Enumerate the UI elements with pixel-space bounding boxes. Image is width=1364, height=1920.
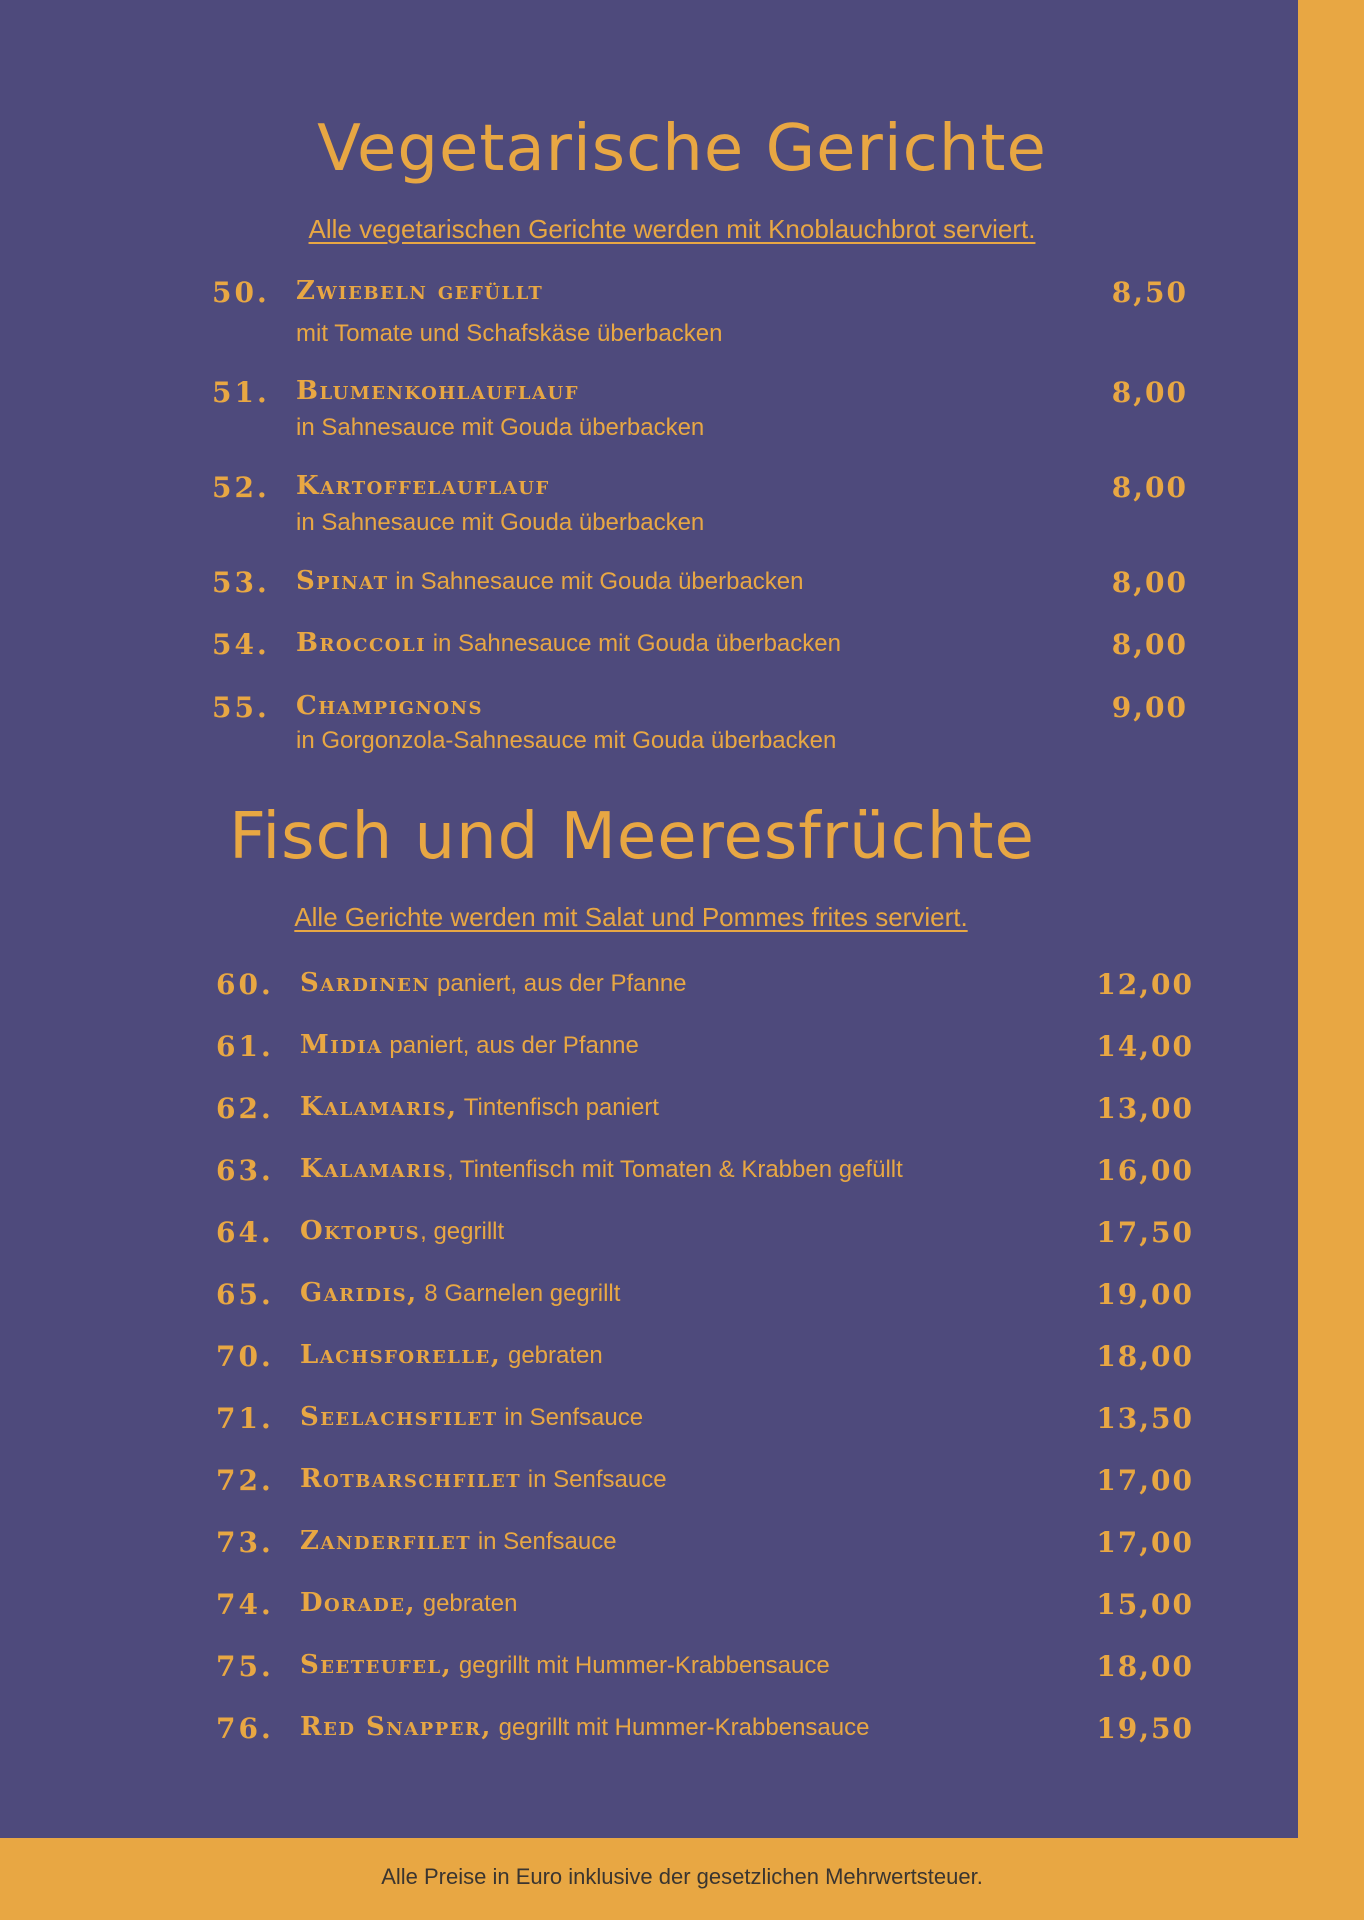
item-description: in Sahnesauce mit Gouda überbacken <box>296 414 705 441</box>
item-name: Kartoffelauflauf <box>296 471 550 501</box>
item-number: 76. <box>216 1712 274 1745</box>
item-inline-description: in Sahnesauce mit Gouda überbacken <box>426 630 841 657</box>
item-price: 13,00 <box>1096 1092 1194 1125</box>
item-name: Red Snapper, gegrillt mit Hummer-Krabbensauce <box>300 1712 870 1742</box>
item-number: 75. <box>216 1650 274 1683</box>
item-inline-description: gegrillt mit Hummer-Krabbensauce <box>491 1714 870 1741</box>
item-name: Champignons <box>296 691 484 721</box>
item-name: Zwiebeln gefüllt <box>296 276 544 306</box>
item-name: Midia paniert, aus der Pfanne <box>300 1030 639 1060</box>
item-price: 8,00 <box>1111 376 1188 409</box>
item-price: 17,00 <box>1096 1464 1194 1497</box>
item-description: mit Tomate und Schafskäse überbacken <box>296 320 723 347</box>
item-description: in Sahnesauce mit Gouda überbacken <box>296 509 705 536</box>
item-number: 71. <box>216 1402 274 1435</box>
item-number: 61. <box>216 1030 274 1063</box>
item-name: Broccoli in Sahnesauce mit Gouda überbacken <box>296 628 841 658</box>
item-inline-description: gebraten <box>416 1590 518 1617</box>
item-number: 74. <box>216 1588 274 1621</box>
item-number: 51. <box>212 376 270 409</box>
item-number: 70. <box>216 1340 274 1373</box>
item-description: in Gorgonzola-Sahnesauce mit Gouda überbacken <box>296 727 837 754</box>
item-inline-description: in Senfsauce <box>471 1528 617 1555</box>
item-name: Spinat in Sahnesauce mit Gouda überbacken <box>296 566 804 596</box>
item-name: Garidis, 8 Garnelen gegrillt <box>300 1278 621 1308</box>
item-inline-description: paniert, aus der Pfanne <box>382 1032 639 1059</box>
item-number: 64. <box>216 1216 274 1249</box>
item-price: 8,50 <box>1111 276 1188 309</box>
item-price: 18,00 <box>1096 1650 1194 1683</box>
item-name: Oktopus, gegrillt <box>300 1216 505 1246</box>
item-number: 50. <box>212 276 270 309</box>
item-name: Zanderfilet in Senfsauce <box>300 1526 617 1556</box>
item-price: 19,00 <box>1096 1278 1194 1311</box>
item-price: 13,50 <box>1096 1402 1194 1435</box>
item-inline-description: , Tintenfisch mit Tomaten & Krabben gefüllt <box>446 1156 903 1183</box>
item-inline-description: gebraten <box>501 1342 603 1369</box>
item-number: 65. <box>216 1278 274 1311</box>
item-number: 62. <box>216 1092 274 1125</box>
section-title-fish: Fisch und Meeresfrüchte <box>229 800 1035 874</box>
item-price: 18,00 <box>1096 1340 1194 1373</box>
item-name: Seeteufel, gegrillt mit Hummer-Krabbensauce <box>300 1650 830 1680</box>
item-inline-description: in Senfsauce <box>521 1466 667 1493</box>
section-title-vegetarian: Vegetarische Gerichte <box>317 112 1047 186</box>
item-number: 54. <box>212 628 270 661</box>
item-name: Sardinen paniert, aus der Pfanne <box>300 968 687 998</box>
item-number: 73. <box>216 1526 274 1559</box>
item-inline-description: 8 Garnelen gegrillt <box>417 1280 621 1307</box>
item-name: Seelachsfilet in Senfsauce <box>300 1402 644 1432</box>
item-inline-description: , gegrillt <box>420 1218 505 1245</box>
item-name: Rotbarschfilet in Senfsauce <box>300 1464 667 1494</box>
item-inline-description: paniert, aus der Pfanne <box>430 970 687 997</box>
item-inline-description: in Senfsauce <box>497 1404 644 1431</box>
item-price: 17,50 <box>1096 1216 1194 1249</box>
footer-note: Alle Preise in Euro inklusive der gesetzlichen Mehrwertsteuer. <box>381 1864 983 1889</box>
item-price: 15,00 <box>1096 1588 1194 1621</box>
item-number: 63. <box>216 1154 274 1187</box>
item-name: Kalamaris, Tintenfisch paniert <box>300 1092 659 1122</box>
item-price: 16,00 <box>1096 1154 1194 1187</box>
section-subtitle-vegetarian: Alle vegetarischen Gerichte werden mit Knoblauchbrot serviert. <box>308 214 1036 244</box>
item-name: Kalamaris, Tintenfisch mit Tomaten & Krabben gefüllt <box>300 1154 903 1184</box>
item-price: 17,00 <box>1096 1526 1194 1559</box>
item-number: 55. <box>212 691 270 724</box>
item-number: 60. <box>216 968 274 1001</box>
item-name: Blumenkohlauflauf <box>296 376 579 406</box>
item-inline-description: in Sahnesauce mit Gouda überbacken <box>388 568 804 595</box>
item-price: 8,00 <box>1111 628 1188 661</box>
item-name: Lachsforelle, gebraten <box>300 1340 603 1370</box>
item-name: Dorade, gebraten <box>300 1588 518 1618</box>
item-price: 14,00 <box>1096 1030 1194 1063</box>
item-price: 19,50 <box>1096 1712 1194 1745</box>
gold-border-right <box>1298 0 1364 1920</box>
item-number: 52. <box>212 471 270 504</box>
item-inline-description: gegrillt mit Hummer-Krabbensauce <box>452 1652 830 1679</box>
item-price: 8,00 <box>1111 471 1188 504</box>
item-inline-description: Tintenfisch paniert <box>457 1094 659 1121</box>
item-price: 8,00 <box>1111 566 1188 599</box>
item-number: 72. <box>216 1464 274 1497</box>
item-price: 9,00 <box>1111 691 1188 724</box>
section-subtitle-fish: Alle Gerichte werden mit Salat und Pommes frites serviert. <box>294 902 968 932</box>
item-number: 53. <box>212 566 270 599</box>
item-price: 12,00 <box>1096 968 1194 1001</box>
